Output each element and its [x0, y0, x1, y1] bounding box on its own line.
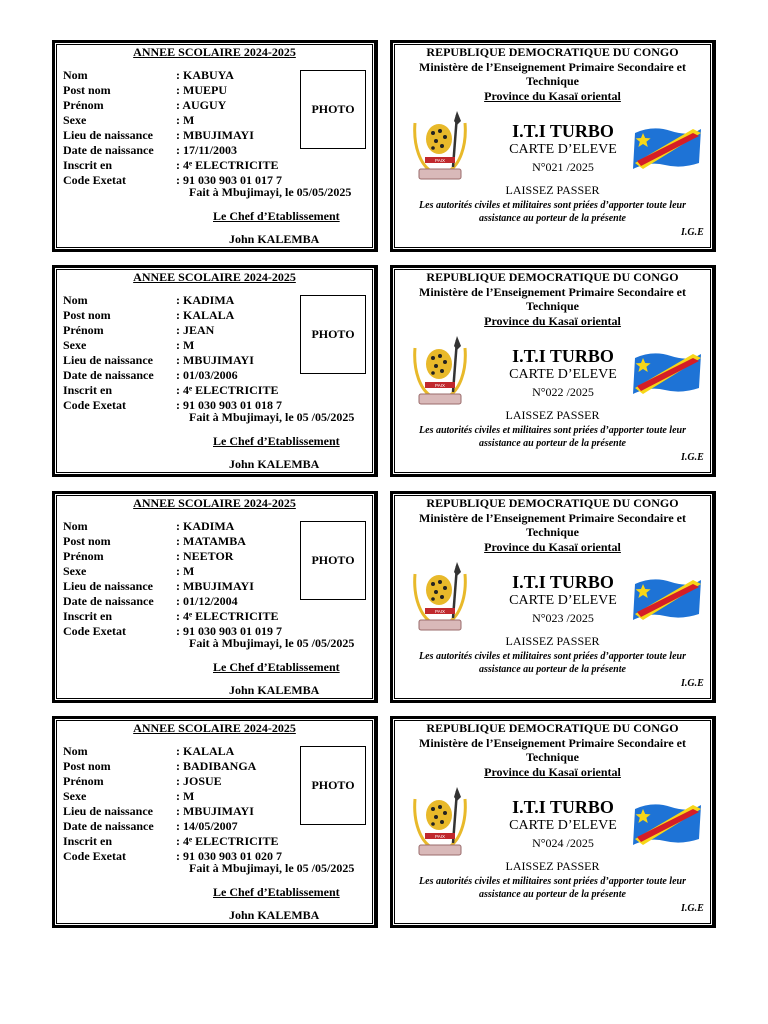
- drc-flag-icon: [631, 574, 703, 626]
- republic-title: REPUBLIQUE DEMOCRATIQUE DU CONGO: [426, 45, 679, 59]
- drc-coat-of-arms-icon: [409, 109, 471, 185]
- svg-text:PAIX: PAIX: [435, 383, 445, 388]
- card-number: N°021 /2025: [532, 160, 594, 174]
- signer-name: John KALEMBA: [229, 232, 320, 246]
- school-year-title: ANNEE SCOLAIRE 2024-2025: [133, 721, 296, 735]
- republic-title: REPUBLIQUE DEMOCRATIQUE DU CONGO: [426, 496, 679, 510]
- field-value: : 01/12/2004: [176, 594, 238, 608]
- signer-name: John KALEMBA: [229, 908, 320, 922]
- notice-line-2: assistance au porteur de la présente: [479, 213, 626, 224]
- field-value: : MBUJIMAYI: [176, 804, 254, 818]
- card-type: CARTE D’ELEVE: [509, 593, 617, 608]
- field-label: Nom: [63, 744, 88, 758]
- ministry-line-1: Ministère de l’Enseignement Primaire Secondaire et: [419, 736, 686, 750]
- id-card-front: [52, 491, 378, 703]
- notice-line-2: assistance au porteur de la présente: [479, 889, 626, 900]
- signer-name: John KALEMBA: [229, 457, 320, 471]
- field-value: : 4ᵉ ELECTRICITE: [176, 609, 279, 623]
- field-value: : KADIMA: [176, 519, 235, 533]
- field-value: : 4ᵉ ELECTRICITE: [176, 383, 279, 397]
- drc-flag-icon: [631, 123, 703, 175]
- field-value: : M: [176, 113, 195, 127]
- card-number: N°022 /2025: [532, 385, 594, 399]
- field-value: : KALALA: [176, 744, 235, 758]
- field-label: Sexe: [63, 564, 87, 578]
- field-label: Lieu de naissance: [63, 128, 154, 142]
- notice-line-1: Les autorités civiles et militaires sont priées d’apporter toute leur: [419, 425, 686, 436]
- notice-line-1: Les autorités civiles et militaires sont priées d’apporter toute leur: [419, 876, 686, 887]
- field-label: Code Exetat: [63, 849, 126, 863]
- field-label: Date de naissance: [63, 143, 154, 157]
- notice-line-2: assistance au porteur de la présente: [479, 438, 626, 449]
- field-value: : M: [176, 564, 195, 578]
- field-label: Code Exetat: [63, 398, 126, 412]
- id-card-back: [390, 40, 716, 252]
- field-value: : M: [176, 789, 195, 803]
- photo-placeholder: PHOTO: [300, 521, 366, 600]
- field-label: Sexe: [63, 113, 87, 127]
- id-card-front: [52, 265, 378, 477]
- school-name: I.T.I TURBO: [512, 572, 614, 592]
- field-label: Sexe: [63, 338, 87, 352]
- field-label: Date de naissance: [63, 819, 154, 833]
- student-card-row: [52, 716, 716, 928]
- field-value: : 01/03/2006: [176, 368, 238, 382]
- laissez-passer: LAISSEZ PASSER: [505, 408, 600, 422]
- field-label: Post nom: [63, 83, 111, 97]
- field-label: Date de naissance: [63, 594, 154, 608]
- field-label: Nom: [63, 293, 88, 307]
- svg-text:PAIX: PAIX: [435, 158, 445, 163]
- field-value: : JOSUE: [176, 774, 222, 788]
- field-value: : 4ᵉ ELECTRICITE: [176, 834, 279, 848]
- notice-line-1: Les autorités civiles et militaires sont priées d’apporter toute leur: [419, 200, 686, 211]
- school-year-title: ANNEE SCOLAIRE 2024-2025: [133, 496, 296, 510]
- ige-mark: I.G.E: [681, 903, 704, 914]
- laissez-passer: LAISSEZ PASSER: [505, 183, 600, 197]
- laissez-passer: LAISSEZ PASSER: [505, 859, 600, 873]
- card-type: CARTE D’ELEVE: [509, 142, 617, 157]
- republic-title: REPUBLIQUE DEMOCRATIQUE DU CONGO: [426, 270, 679, 284]
- chef-title: Le Chef d’Etablissement: [213, 434, 340, 448]
- ministry-line-1: Ministère de l’Enseignement Primaire Secondaire et: [419, 511, 686, 525]
- card-type: CARTE D’ELEVE: [509, 367, 617, 382]
- field-label: Code Exetat: [63, 173, 126, 187]
- province-name: Province du Kasaï oriental: [484, 89, 621, 103]
- ministry-line-1: Ministère de l’Enseignement Primaire Secondaire et: [419, 60, 686, 74]
- card-type: CARTE D’ELEVE: [509, 818, 617, 833]
- drc-coat-of-arms-icon: [409, 785, 471, 861]
- field-label: Post nom: [63, 308, 111, 322]
- field-value: : 91 030 903 01 018 7: [176, 398, 282, 412]
- field-value: : MATAMBA: [176, 534, 246, 548]
- drc-coat-of-arms-icon: [409, 560, 471, 636]
- field-value: : MBUJIMAYI: [176, 128, 254, 142]
- field-value: : 17/11/2003: [176, 143, 238, 157]
- field-value: : MBUJIMAYI: [176, 353, 254, 367]
- student-card-row: [52, 265, 716, 477]
- field-label: Code Exetat: [63, 624, 126, 638]
- school-year-title: ANNEE SCOLAIRE 2024-2025: [133, 270, 296, 284]
- ministry-line-2: Technique: [526, 750, 579, 764]
- drc-flag-icon: [631, 348, 703, 400]
- field-value: : JEAN: [176, 323, 215, 337]
- field-value: : AUGUY: [176, 98, 227, 112]
- ministry-line-2: Technique: [526, 525, 579, 539]
- place-date-signed: Fait à Mbujimayi, le 05 /05/2025: [189, 861, 355, 875]
- field-value: : BADIBANGA: [176, 759, 257, 773]
- field-label: Inscrit en: [63, 609, 112, 623]
- province-name: Province du Kasaï oriental: [484, 314, 621, 328]
- school-year-title: ANNEE SCOLAIRE 2024-2025: [133, 45, 296, 59]
- student-card-row: [52, 491, 716, 703]
- field-label: Nom: [63, 68, 88, 82]
- chef-title: Le Chef d’Etablissement: [213, 209, 340, 223]
- drc-flag-icon: [631, 799, 703, 851]
- ige-mark: I.G.E: [681, 227, 704, 238]
- province-name: Province du Kasaï oriental: [484, 765, 621, 779]
- field-label: Date de naissance: [63, 368, 154, 382]
- school-name: I.T.I TURBO: [512, 346, 614, 366]
- field-label: Nom: [63, 519, 88, 533]
- field-value: : MUEPU: [176, 83, 227, 97]
- field-label: Lieu de naissance: [63, 579, 154, 593]
- id-card-front: [52, 716, 378, 928]
- notice-line-1: Les autorités civiles et militaires sont priées d’apporter toute leur: [419, 651, 686, 662]
- field-label: Lieu de naissance: [63, 804, 154, 818]
- school-name: I.T.I TURBO: [512, 797, 614, 817]
- ministry-line-2: Technique: [526, 299, 579, 313]
- field-value: : M: [176, 338, 195, 352]
- place-date-signed: Fait à Mbujimayi, le 05 /05/2025: [189, 636, 355, 650]
- place-date-signed: Fait à Mbujimayi, le 05/05/2025: [189, 185, 352, 199]
- ige-mark: I.G.E: [681, 452, 704, 463]
- id-card-front: [52, 40, 378, 252]
- field-value: : NEETOR: [176, 549, 234, 563]
- id-card-back: [390, 265, 716, 477]
- photo-placeholder: PHOTO: [300, 746, 366, 825]
- field-value: : 4ᵉ ELECTRICITE: [176, 158, 279, 172]
- signer-name: John KALEMBA: [229, 683, 320, 697]
- field-label: Inscrit en: [63, 834, 112, 848]
- drc-coat-of-arms-icon: [409, 334, 471, 410]
- svg-text:PAIX: PAIX: [435, 609, 445, 614]
- field-value: : KADIMA: [176, 293, 235, 307]
- field-value: : MBUJIMAYI: [176, 579, 254, 593]
- field-label: Prénom: [63, 774, 104, 788]
- id-card-back: [390, 716, 716, 928]
- field-value: : 91 030 903 01 020 7: [176, 849, 282, 863]
- notice-line-2: assistance au porteur de la présente: [479, 664, 626, 675]
- field-label: Inscrit en: [63, 158, 112, 172]
- field-label: Inscrit en: [63, 383, 112, 397]
- place-date-signed: Fait à Mbujimayi, le 05 /05/2025: [189, 410, 355, 424]
- republic-title: REPUBLIQUE DEMOCRATIQUE DU CONGO: [426, 721, 679, 735]
- chef-title: Le Chef d’Etablissement: [213, 660, 340, 674]
- ministry-line-1: Ministère de l’Enseignement Primaire Secondaire et: [419, 285, 686, 299]
- svg-text:PAIX: PAIX: [435, 834, 445, 839]
- field-label: Post nom: [63, 534, 111, 548]
- field-value: : KALALA: [176, 308, 235, 322]
- ige-mark: I.G.E: [681, 678, 704, 689]
- field-value: : 91 030 903 01 019 7: [176, 624, 282, 638]
- school-name: I.T.I TURBO: [512, 121, 614, 141]
- card-number: N°023 /2025: [532, 611, 594, 625]
- field-value: : KABUYA: [176, 68, 234, 82]
- ministry-line-2: Technique: [526, 74, 579, 88]
- field-label: Prénom: [63, 549, 104, 563]
- id-card-back: [390, 491, 716, 703]
- chef-title: Le Chef d’Etablissement: [213, 885, 340, 899]
- student-card-row: [52, 40, 716, 252]
- province-name: Province du Kasaï oriental: [484, 540, 621, 554]
- field-label: Post nom: [63, 759, 111, 773]
- field-label: Prénom: [63, 323, 104, 337]
- laissez-passer: LAISSEZ PASSER: [505, 634, 600, 648]
- field-label: Prénom: [63, 98, 104, 112]
- card-number: N°024 /2025: [532, 836, 594, 850]
- field-value: : 14/05/2007: [176, 819, 238, 833]
- field-label: Lieu de naissance: [63, 353, 154, 367]
- field-label: Sexe: [63, 789, 87, 803]
- photo-placeholder: PHOTO: [300, 70, 366, 149]
- field-value: : 91 030 903 01 017 7: [176, 173, 282, 187]
- photo-placeholder: PHOTO: [300, 295, 366, 374]
